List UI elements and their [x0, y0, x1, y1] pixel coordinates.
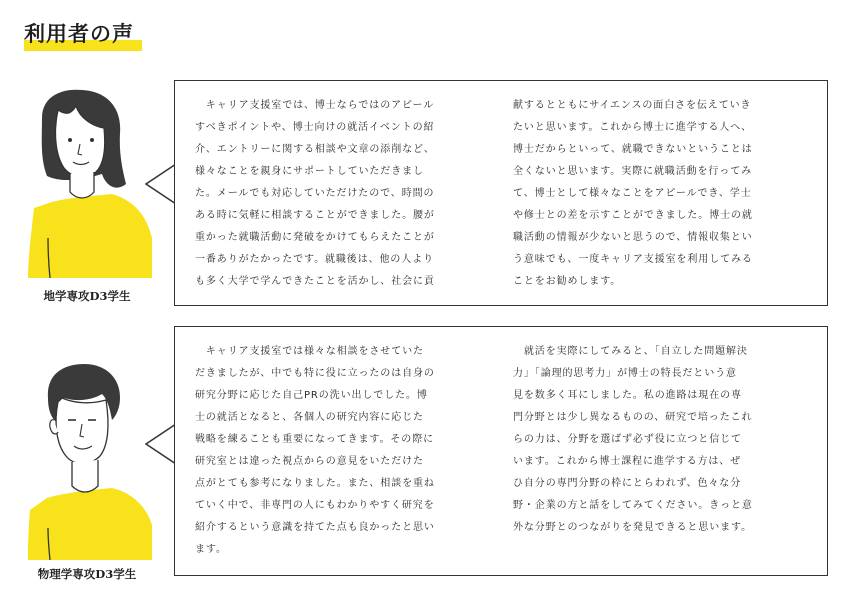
section-title — [24, 18, 144, 52]
testimonial-bubble — [174, 326, 828, 576]
testimonial-bubble — [174, 80, 828, 306]
testimonial-text-col1: キャリア支援室では、博士ならではのアピール すべきポイントや、博士向けの就活イベントの紹 介、エントリーに関する相談や文章の添削など、 様々なことを親身にサポートしていただきまし た。メールでも対応していただけたので、時間の ある時に気軽に相談することができました。腰が 重かった就職活動に発破をかけてもらえたことが 一番ありがたかったです。就職後は、他の人より も多く大学で学んできたことを活かし、社会に貢 — [195, 100, 435, 287]
testimonial-text-col1: キャリア支援室では様々な相談をさせていた だきましたが、中でも特に役に立ったのは自身の 研究分野に応じた自己PRの洗い出しでした。博 士の就活となると、各個人の研究内容に応じた 戦略を練ることも重要になってきます。その際に 研究室とは違った視点からの意見をいただけた 点がとても参考になりました。また、相談を重ね ていく中で、非専門の人にもわかりやすく研究を 紹介するという意識を持てた点も良かったと思い ます。 — [195, 346, 435, 555]
avatar-woman — [22, 88, 162, 278]
avatar-man — [22, 360, 162, 560]
testimonial-text-col2: 献するとともにサイエンスの面白さを伝えていき たいと思います。これから博士に進学する人へ、 博士だからといって、就職できないということは 全くないと思います。実際に就職活動を行ってみ て、博士として様々なことをアピールでき、学士 や修士との差を示すことができました。博士の就 職活動の情報が少ないと思うので、情報収集とい う意味でも、一度キャリア支援室を利用してみる ことをお勧めします。 — [513, 100, 753, 287]
speech-pointer-icon — [145, 164, 177, 208]
testimonial-text-col2: 就活を実際にしてみると、「自立した問題解決 力」「論理的思考力」が博士の特長だという意 見を数多く耳にしました。私の進路は現在の専 門分野とは少し異なるものの、研究で培ったこれ らの力は、分野を選ばず必ず役に立つと信じて います。これから博士課程に進学する方は、ぜ ひ自分の専門分野の枠にとらわれず、色々な分 野・企業の方と話をしてみてください。きっと意 外な分野とのつながりを発見できると思います。 — [513, 346, 753, 533]
woman-illustration-icon — [22, 88, 152, 278]
man-illustration-icon — [22, 360, 152, 560]
page-title: 利用者の声 — [24, 21, 134, 46]
speech-pointer-icon — [145, 424, 177, 468]
testimonial-caption: 物理学専攻D3学生 — [37, 567, 137, 581]
testimonial-caption: 地学専攻D3学生 — [43, 289, 131, 303]
